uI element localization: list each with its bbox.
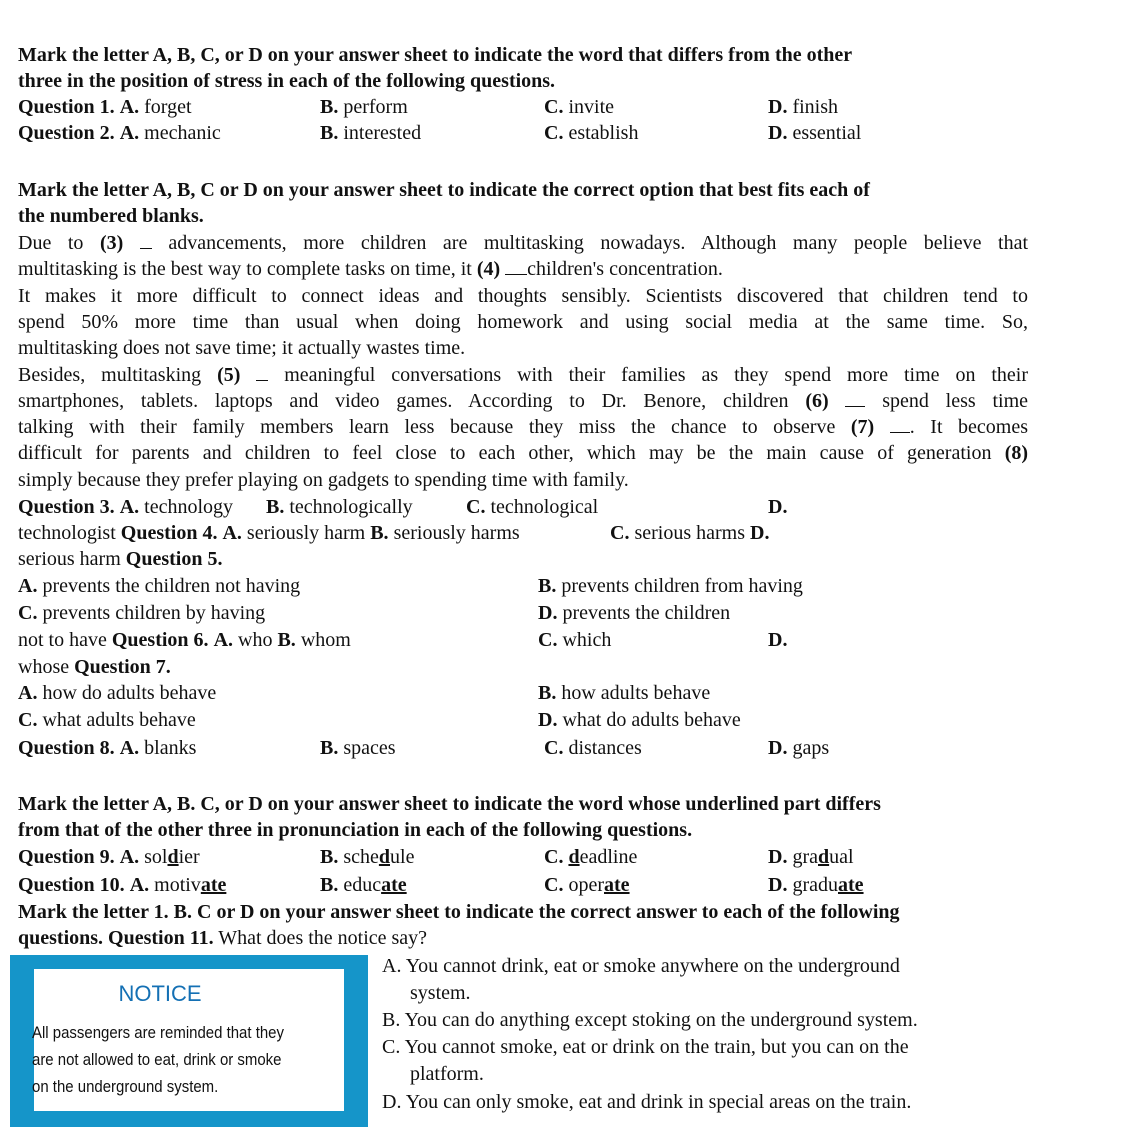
option-d: technologist bbox=[18, 522, 116, 544]
option-letter: B. bbox=[320, 96, 339, 118]
option-a: A. You cannot drink, eat or smoke anywhere on the underground bbox=[382, 955, 900, 977]
question-label: Question 1. bbox=[18, 96, 115, 118]
option-a: technology bbox=[144, 496, 234, 518]
option-b: schedule bbox=[343, 846, 415, 868]
option-b: educate bbox=[343, 874, 407, 896]
blank-number: (6) bbox=[805, 390, 829, 412]
question-label: Question 7. bbox=[74, 656, 171, 678]
option-b: whom bbox=[300, 629, 351, 651]
passage-line: It makes it more difficult to connect ideas and thoughts sensibly. Scientists discovered that children tend to bbox=[18, 285, 1028, 307]
option-d: what do adults behave bbox=[562, 709, 741, 731]
option-c: serious harms bbox=[634, 522, 745, 544]
option-a: prevents the children not having bbox=[42, 575, 301, 597]
blank bbox=[256, 366, 268, 381]
question-8: Question 8. A. blanks B. spaces C. distances D. gaps bbox=[18, 737, 830, 759]
option-letter: C. bbox=[544, 122, 564, 144]
option-d: D. You can only smoke, eat and drink in special areas on the train. bbox=[382, 1091, 912, 1113]
question-9: Question 9. A. soldier B. schedule C. deadline D. gradual bbox=[18, 846, 854, 868]
option-c: prevents children by having bbox=[42, 602, 266, 624]
blank-number: (7) bbox=[850, 416, 875, 438]
question-label: Question 9. bbox=[18, 846, 115, 868]
option-d: serious harm bbox=[18, 548, 121, 570]
question-6: not to have Question 6. A. who B. whom C. which D. bbox=[18, 629, 788, 651]
instruction-cloze-line2: the numbered blanks. bbox=[18, 205, 204, 227]
option-letter: A. bbox=[119, 96, 140, 118]
passage-line: multitasking is the best way to complete tasks on time, it (4) children's concentration. bbox=[18, 258, 723, 280]
instruction-notice-line1: Mark the letter 1. B. C or D on your answer sheet to indicate the correct answer to each of the following bbox=[18, 901, 900, 923]
instruction-pronunciation-line1: Mark the letter A, B. C, or D on your answer sheet to indicate the word whose underlined part differs bbox=[18, 793, 881, 815]
option-b: perform bbox=[343, 96, 408, 118]
option-letter: C. bbox=[544, 96, 564, 118]
question-1 bbox=[18, 94, 1028, 120]
option-d: prevents the children bbox=[562, 602, 731, 624]
option-letter: D. bbox=[768, 122, 788, 144]
passage-line: multitasking does not save time; it actually wastes time. bbox=[18, 337, 466, 359]
question-7-header bbox=[18, 654, 1028, 680]
blank bbox=[505, 260, 527, 275]
option-c: deadline bbox=[568, 846, 638, 868]
option-a: seriously harm bbox=[246, 522, 366, 544]
blank bbox=[890, 418, 910, 433]
option-b: spaces bbox=[343, 737, 396, 759]
instruction-cloze-line1: Mark the letter A, B, C or D on your answer sheet to indicate the correct option that best fits each of bbox=[18, 179, 870, 201]
option-a-cont: system. bbox=[410, 982, 471, 1004]
option-a: how do adults behave bbox=[42, 682, 217, 704]
option-letter: D. bbox=[768, 96, 788, 118]
question-7-ab: A. how do adults behave B. how adults behave bbox=[18, 682, 711, 704]
option-c: what adults behave bbox=[42, 709, 196, 731]
passage-line: Besides, multitasking (5) meaningful conversations with their families as they spend more time on their bbox=[18, 364, 1029, 386]
option-b: B. You can do anything except stoking on the underground system. bbox=[382, 1009, 918, 1031]
instruction-stress-line1: Mark the letter A, B, C, or D on your answer sheet to indicate the word that differs from the other bbox=[18, 44, 853, 66]
option-c-cont: platform. bbox=[410, 1063, 484, 1085]
blank-number: (5) bbox=[217, 364, 241, 386]
blank-number: (3) bbox=[99, 232, 124, 254]
option-b: prevents children from having bbox=[561, 575, 803, 597]
blank-number: (8) bbox=[1004, 442, 1029, 464]
question-label: Question 5. bbox=[125, 548, 223, 570]
question-10: Question 10. A. motivate B. educate C. operate D. graduate bbox=[18, 874, 864, 896]
option-a: soldier bbox=[144, 846, 200, 868]
option-c: invite bbox=[568, 96, 614, 118]
option-c: which bbox=[562, 629, 612, 651]
question-label: Question 10. bbox=[18, 874, 125, 896]
passage-line: simply because they prefer playing on gadgets to spending time with family. bbox=[18, 469, 629, 491]
option-b: how adults behave bbox=[561, 682, 711, 704]
option-b: technologically bbox=[289, 496, 413, 518]
question-label: Question 6. bbox=[111, 629, 209, 651]
option-a: blanks bbox=[144, 737, 197, 759]
question-label: Question 11. bbox=[108, 927, 214, 949]
notice-title: NOTICE bbox=[118, 981, 202, 1006]
question-5-header bbox=[18, 546, 1028, 572]
blank bbox=[140, 234, 152, 249]
option-c: operate bbox=[568, 874, 630, 896]
option-c: technological bbox=[490, 496, 599, 518]
option-c: distances bbox=[568, 737, 642, 759]
question-label: Question 8. bbox=[18, 737, 115, 759]
passage-line: Due to (3) advancements, more children are multitasking nowadays. Although many people believe that bbox=[18, 232, 1029, 254]
passage-line: difficult for parents and children to feel close to each other, which may be the main cause of generation (8) bbox=[18, 442, 1029, 464]
question-text: What does the notice say? bbox=[218, 927, 428, 949]
question-5-cd: C. prevents children by having D. prevents the children bbox=[18, 602, 731, 624]
option-d: graduate bbox=[792, 874, 864, 896]
question-label: Question 2. bbox=[18, 122, 115, 144]
option-b: seriously harms bbox=[393, 522, 520, 544]
option-d: finish bbox=[792, 96, 839, 118]
option-d: essential bbox=[792, 122, 862, 144]
option-b: interested bbox=[343, 122, 422, 144]
option-a: motivate bbox=[154, 874, 227, 896]
option-d: gradual bbox=[792, 846, 854, 868]
option-d: whose bbox=[18, 656, 70, 678]
question-5-ab: A. prevents the children not having B. prevents children from having bbox=[18, 575, 803, 597]
option-a: who bbox=[238, 629, 273, 651]
option-letter: A. bbox=[119, 122, 140, 144]
question-2 bbox=[18, 120, 1028, 146]
option-a: mechanic bbox=[144, 122, 221, 144]
question-3: Question 3. A. technology B. technologically C. technological D. bbox=[18, 496, 788, 518]
option-c: establish bbox=[568, 122, 639, 144]
option-d-cont: not to have bbox=[18, 629, 107, 651]
instruction-pronunciation-line2: from that of the other three in pronunciation in each of the following questions. bbox=[18, 819, 693, 841]
passage-line: smartphones, tablets. laptops and video games. According to Dr. Benore, children (6) spend less time bbox=[18, 390, 1029, 412]
notice-text: All passengers are reminded that they are not allowed to eat, drink or smoke on the underground system. bbox=[32, 1023, 284, 1096]
notice-sign bbox=[10, 955, 368, 1127]
passage-line: talking with their family members learn less because they miss the chance to observe (7) . It becomes bbox=[18, 416, 1029, 438]
option-a: forget bbox=[144, 96, 192, 118]
blank-number: (4) bbox=[476, 258, 501, 280]
option-d: gaps bbox=[792, 737, 830, 759]
question-label: Question 3. bbox=[18, 496, 115, 518]
option-c: C. You cannot smoke, eat or drink on the train, but you can on the bbox=[382, 1036, 909, 1058]
question-label: Question 4. bbox=[120, 522, 218, 544]
passage-line: spend 50% more time than usual when doing homework and using social media at the same time. So, bbox=[18, 311, 1028, 333]
blank bbox=[845, 392, 865, 407]
instruction-stress-line2: three in the position of stress in each of the following questions. bbox=[18, 70, 556, 92]
instruction-notice-line2: questions. Question 11. What does the notice say? bbox=[18, 927, 428, 949]
question-7-cd: C. what adults behave D. what do adults behave bbox=[18, 709, 741, 731]
option-letter: B. bbox=[320, 122, 339, 144]
question-4: technologist Question 4. A. seriously harm B. seriously harms C. serious harms D. bbox=[18, 522, 770, 544]
